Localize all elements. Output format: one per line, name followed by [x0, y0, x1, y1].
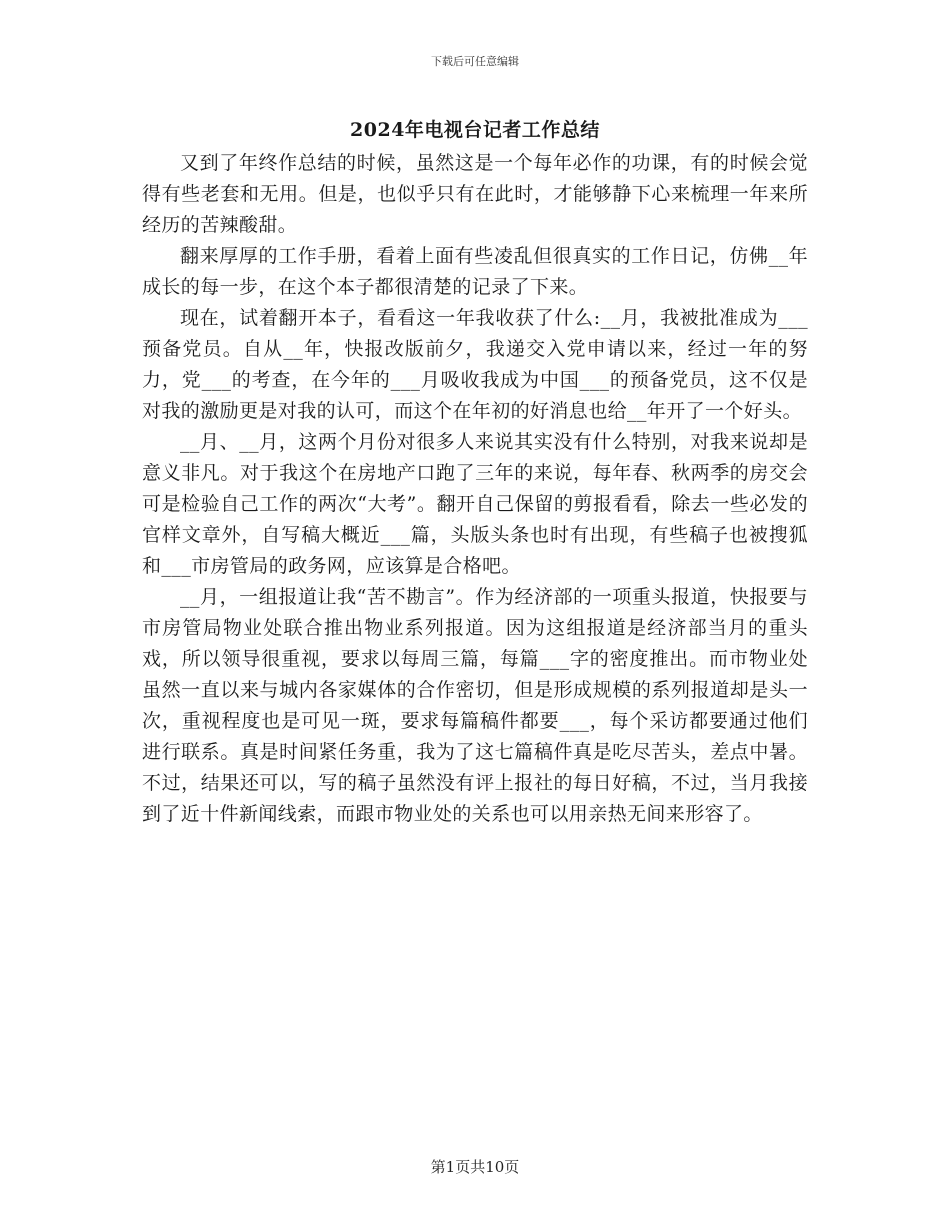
paragraph-3: 现在，试着翻开本子，看看这一年我收获了什么:__月，我被批准成为___预备党员。自从__年，快报改版前夕，我递交入党申请以来，经过一年的努力，党___的考查，在今年的___月吸收我成为中国___的预备党员，这不仅是对我的激励更是对我的认可，而这个在年初的好消息也给__年开了一个好头。	[142, 307, 808, 422]
header-note: 下载后可任意编辑	[431, 55, 519, 68]
page-number: 第1页共10页	[430, 1158, 520, 1176]
paragraph-2: 翻来厚厚的工作手册，看着上面有些凌乱但很真实的工作日记，仿佛__年成长的每一步，在这个本子都很清楚的记录了下来。	[142, 245, 808, 298]
document-title: 2024年电视台记者工作总结	[350, 119, 600, 141]
paragraph-5: __月，一组报道让我“苦不勘言”。作为经济部的一项重头报道，快报要与市房管局物业处联合推出物业系列报道。因为这组报道是经济部当月的重头戏，所以领导很重视，要求以每周三篇，每篇___字的密度推出。而市物业处虽然一直以来与城内各家媒体的合作密切，但是形成规模的系列报道却是头一次，重视程度也是可见一斑，要求每篇稿件都要___，每个采访都要通过他们进行联系。真是时间紧任务重，我为了这七篇稿件真是吃尽苦头，差点中暑。不过，结果还可以，写的稿子虽然没有评上报社的每日好稿，不过，当月我接到了近十件新闻线索，而跟市物业处的关系也可以用亲热无间来形容了。	[142, 586, 808, 825]
paragraph-1: 又到了年终作总结的时候，虽然这是一个每年必作的功课，有的时候会觉得有些老套和无用。但是，也似乎只有在此时，才能够静下心来梳理一年来所经历的苦辣酸甜。	[142, 152, 808, 236]
paragraph-4: __月、__月，这两个月份对很多人来说其实没有什么特别，对我来说却是意义非凡。对于我这个在房地产口跑了三年的来说，每年春、秋两季的房交会可是检验自己工作的两次“大考”。翻开自己保留的剪报看看，除去一些必发的官样文章外，自写稿大概近___篇，头版头条也时有出现，有些稿子也被搜狐和___市房管局的政务网，应该算是合格吧。	[142, 431, 808, 577]
document-body	[142, 148, 808, 830]
